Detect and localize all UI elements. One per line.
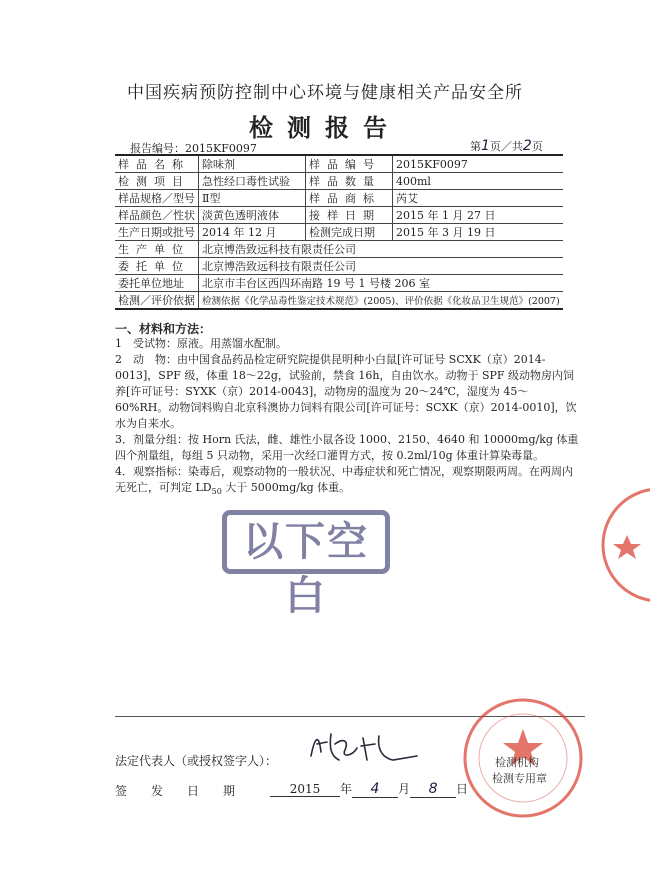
sample-spec-label: 样品规格／型号 <box>115 190 199 207</box>
table-row <box>115 190 563 207</box>
table-row <box>115 173 563 190</box>
table-row <box>115 241 563 258</box>
paragraph-dose-groups: 3．剂量分组：按 Horn 氏法，雌、雄性小鼠各设 1000、2150、4640 和 10000mg/kg 体重四个剂量组，每组 5 只动物，采用一次经口灌胃方式，按 0.2ml/10g 体重计算染毒量。 <box>115 433 579 462</box>
production-date-label: 生产日期或批号 <box>115 224 199 241</box>
sign-date-label: 签发日期 <box>115 784 260 798</box>
page-info <box>470 138 543 154</box>
handwritten-signature <box>305 726 425 768</box>
representative-label: 法定代表人（或授权签字人）： <box>115 754 278 768</box>
ld50-subscript: 50 <box>211 487 222 497</box>
edge-seal-icon <box>597 480 650 610</box>
table-row <box>115 207 563 224</box>
client-address-label: 委托单位地址 <box>115 275 199 292</box>
observation-text-a: 4．观察指标：染毒后，观察动物的一般状况、中毒症状和死亡情况，观察期限两周。在两周内无死亡，可判定 LD <box>115 465 573 494</box>
year-suffix: 年 <box>340 782 353 796</box>
sign-day: 8 <box>410 781 456 798</box>
blank-below-stamp: 以下空白 <box>222 510 390 574</box>
report-number-value: 2015KF0097 <box>185 142 257 155</box>
seal-label-institution: 检测机构 <box>495 756 539 769</box>
sample-color-value: 淡黄色透明液体 <box>199 207 306 224</box>
methods-heading: 一、材料和方法： <box>115 322 212 336</box>
completion-date-label: 检测完成日期 <box>306 224 393 241</box>
receive-date-label: 接样日期 <box>306 207 393 224</box>
seal-label-special: 检测专用章 <box>492 772 547 785</box>
sample-number-value: 2015KF0097 <box>393 155 563 173</box>
sample-color-label: 样品颜色／性状 <box>115 207 199 224</box>
table-row <box>115 292 563 310</box>
client-address-value: 北京市丰台区西四环南路 19 号 1 号楼 206 室 <box>199 275 563 292</box>
sign-month: 4 <box>352 781 398 798</box>
table-row <box>115 275 563 292</box>
page-suffix: 页 <box>531 140 543 153</box>
receive-date-value: 2015 年 1 月 27 日 <box>393 207 563 224</box>
producer-value: 北京博浩致远科技有限责任公司 <box>199 241 563 258</box>
producer-label: 生产单位 <box>115 241 199 258</box>
report-number-label: 报告编号： <box>130 142 185 155</box>
completion-date-value: 2015 年 3 月 19 日 <box>393 224 563 241</box>
page-total: 2 <box>522 138 532 154</box>
basis-value: 检测依据《化学品毒性鉴定技术规范》(2005)、评价依据《化妆品卫生规范》(2007) <box>199 292 563 310</box>
page-current: 1 <box>481 138 490 154</box>
paragraph-animals: 2 动 物：由中国食品药品检定研究院提供昆明种小白鼠[许可证号 SCXK（京）2014-0013]，SPF 级，体重 18～22g，试验前，禁食 16h，自由饮水。动物于 SPF 级动物房内饲养[许可证号：SYXK（京）2014-0043]，动物房的温度为 20～24℃，湿度为 45～60%RH。动物饲料购自北京科澳协力饲料有限公司[许可证号：SCXK（京）2014-0010]，饮水为自来水。 <box>115 353 577 430</box>
production-date-value: 2014 年 12 月 <box>199 224 306 241</box>
sample-brand-value: 芮艾 <box>393 190 563 207</box>
client-label: 委托单位 <box>115 258 199 275</box>
table-row <box>115 224 563 241</box>
sample-name-value: 除味剂 <box>199 155 306 173</box>
page-prefix: 第 <box>470 140 481 153</box>
table-row <box>115 155 563 173</box>
sample-brand-label: 样品商标 <box>306 190 393 207</box>
client-value: 北京博浩致远科技有限责任公司 <box>199 258 563 275</box>
paragraph-test-substance: 1 受试物：原液。用蒸馏水配制。 <box>115 337 287 350</box>
sample-quantity-value: 400ml <box>393 173 563 190</box>
sample-quantity-label: 样品数量 <box>306 173 393 190</box>
sign-year: 2015 <box>270 782 340 797</box>
org-title: 中国疾病预防控制中心环境与健康相关产品安全所 <box>127 83 523 103</box>
sample-name-label: 样品名称 <box>115 155 199 173</box>
doc-title: 检测报告 <box>249 113 401 142</box>
page-mid: 页／共 <box>489 140 523 153</box>
basis-label: 检测／评价依据 <box>115 292 199 310</box>
sign-date <box>270 780 468 798</box>
sample-spec-value: Ⅱ型 <box>199 190 306 207</box>
month-suffix: 月 <box>398 782 411 796</box>
sample-info-table <box>115 154 563 310</box>
table-row <box>115 258 563 275</box>
paragraph-observation <box>115 464 580 500</box>
day-suffix: 日 <box>456 782 469 796</box>
sample-number-label: 样品编号 <box>306 155 393 173</box>
test-item-label: 检测项目 <box>115 173 199 190</box>
observation-text-b: 大于 5000mg/kg 体重。 <box>221 481 351 494</box>
test-item-value: 急性经口毒性试验 <box>199 173 306 190</box>
